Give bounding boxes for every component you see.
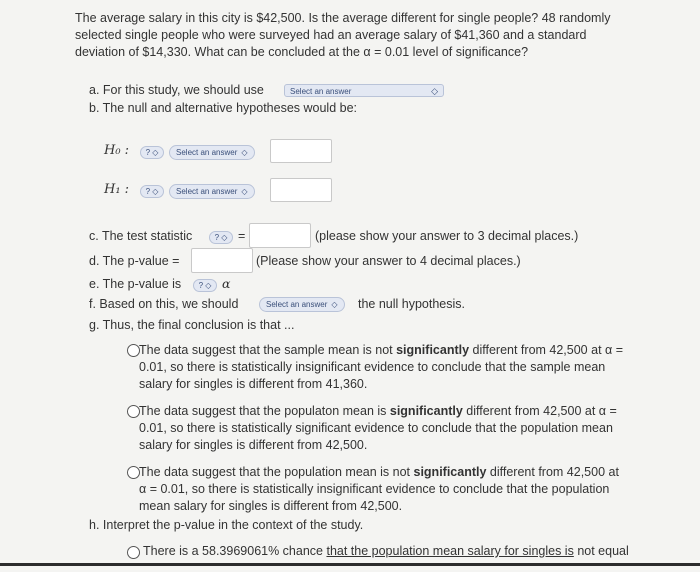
conclusion-option-1 (139, 342, 623, 393)
h0-operator-select-label: Select an answer (176, 148, 238, 158)
interpretation-option-part-a: There is a 58.3969061% chance (143, 544, 327, 558)
h0-parameter-select[interactable] (140, 146, 164, 159)
chevron-updown-icon: ◇ (152, 148, 159, 158)
h1-operator-select-label: Select an answer (176, 187, 238, 197)
option-1-emphasis: significantly (396, 343, 470, 357)
option-3-line-3: mean salary for singles is different from 42,500. (139, 499, 403, 513)
intro-line-2: selected single people who were surveyed had an average salary of $41,360 and a standard (75, 28, 587, 42)
intro-line-1: The average salary in this city is $42,500. Is the average different for single people? 48 randomly (75, 11, 611, 25)
question-intro (75, 10, 645, 61)
test-statistic-symbol-select[interactable] (209, 231, 233, 244)
option-2-line-2: 0.01, so there is statistically significant evidence to conclude that the population mean (139, 421, 613, 435)
interpretation-option-part-b: that the population mean salary for singles is (326, 544, 574, 558)
conclusion-option-3 (139, 464, 619, 515)
option-2-line-1a: The data suggest that the populaton mean is (139, 404, 390, 418)
option-2-line-1c: different from 42,500 at α = (462, 404, 617, 418)
bottom-divider (0, 563, 700, 566)
interpretation-radio-1[interactable] (127, 546, 140, 559)
interpretation-option-1 (143, 544, 629, 558)
chevron-updown-icon: ◇ (152, 187, 159, 197)
h0-label: H₀ : (104, 143, 130, 158)
test-statistic-hint: (please show your answer to 3 decimal places.) (315, 229, 579, 243)
decision-select-label: Select an answer (266, 300, 328, 310)
h0-operator-select[interactable] (169, 145, 255, 160)
option-3-line-2: α = 0.01, so there is statistically insignificant evidence to conclude that the population (139, 482, 610, 496)
test-statistic-symbol-label: ? (214, 233, 220, 243)
h1-operator-select[interactable] (169, 184, 255, 199)
study-type-select[interactable] (284, 84, 444, 97)
option-1-line-2: 0.01, so there is statistically insignificant evidence to conclude that the sample mean (139, 360, 606, 374)
study-type-select-label: Select an answer (290, 87, 352, 96)
h0-value-input[interactable] (270, 139, 332, 163)
part-h-text: h. Interpret the p-value in the context of the study. (89, 518, 364, 532)
part-g-text: g. Thus, the final conclusion is that ... (89, 318, 295, 332)
p-value-hint: (Please show your answer to 4 decimal places.) (256, 254, 521, 268)
option-1-line-1a: The data suggest that the sample mean is not (139, 343, 397, 357)
option-1-line-3: salary for singles is different from 41,360. (139, 377, 368, 391)
alpha-symbol: α (222, 276, 231, 291)
part-a-text: a. For this study, we should use (89, 83, 264, 97)
part-e-text: e. The p-value is (89, 277, 182, 291)
part-f-tail: the null hypothesis. (358, 297, 466, 311)
h1-label: H₁ : (104, 182, 130, 197)
chevron-updown-icon: ◇ (241, 148, 248, 158)
chevron-updown-icon: ◇ (431, 86, 438, 96)
option-2-emphasis: significantly (389, 404, 463, 418)
chevron-updown-icon: ◇ (205, 281, 212, 291)
h1-value-input[interactable] (270, 178, 332, 202)
h0-parameter-select-label: ? (145, 148, 151, 158)
chevron-updown-icon: ◇ (331, 300, 338, 310)
p-value-comparison-select[interactable] (193, 279, 217, 292)
option-3-line-1a: The data suggest that the population mean is not (139, 465, 414, 479)
h1-parameter-select[interactable] (140, 185, 164, 198)
interpretation-option-part-c: not equal (573, 544, 629, 558)
decision-select[interactable] (259, 297, 345, 312)
option-3-line-1c: different from 42,500 at (486, 465, 619, 479)
equals-sign: = (238, 229, 246, 243)
option-3-emphasis: significantly (413, 465, 487, 479)
option-2-line-3: salary for singles is different from 42,500. (139, 438, 368, 452)
part-f-text: f. Based on this, we should (89, 297, 239, 311)
conclusion-option-2 (139, 403, 617, 454)
chevron-updown-icon: ◇ (221, 233, 228, 243)
part-d-text: d. The p-value = (89, 254, 180, 268)
intro-line-3: deviation of $14,330. What can be concluded at the α = 0.01 level of significance? (75, 45, 529, 59)
h1-parameter-select-label: ? (145, 187, 151, 197)
p-value-input[interactable] (191, 248, 253, 273)
chevron-updown-icon: ◇ (241, 187, 248, 197)
option-1-line-1c: different from 42,500 at α = (469, 343, 624, 357)
test-statistic-input[interactable] (249, 223, 311, 248)
part-c-text: c. The test statistic (89, 229, 193, 243)
p-value-comparison-label: ? (198, 281, 204, 291)
part-b-text: b. The null and alternative hypotheses would be: (89, 101, 358, 115)
